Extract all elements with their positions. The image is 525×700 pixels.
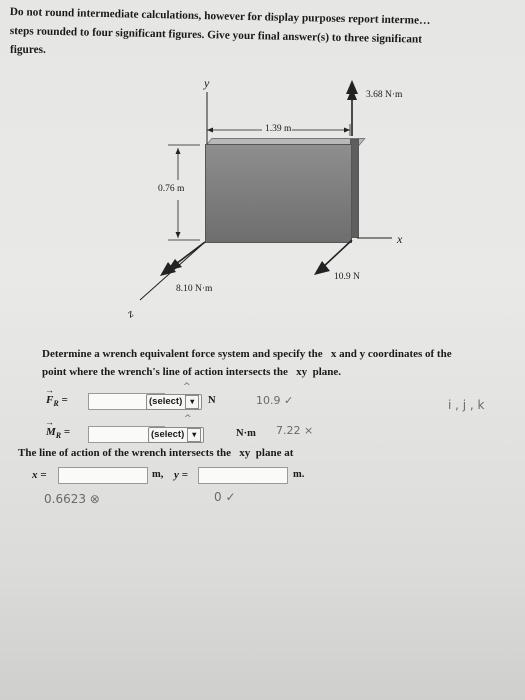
fr-select-label: (select) <box>149 396 183 407</box>
instructions-line-2: steps rounded to four significant figures. Give your final answer(s) to three significant <box>9 24 423 46</box>
chevron-down-icon: ▾ <box>185 395 199 409</box>
force-label: 10.9 N <box>334 272 360 282</box>
caret-mark: ^ <box>184 414 192 424</box>
mr-symbol-letter: → M <box>46 426 56 438</box>
y-axis-label: y <box>204 76 210 90</box>
x-coordinate-input[interactable] <box>58 467 148 484</box>
fr-row <box>18 382 518 414</box>
fr-symbol-letter: → F <box>46 394 53 406</box>
line-of-action-text: The line of action of the wrench intersects the xy plane at <box>18 447 294 459</box>
fr-symbol <box>46 394 68 408</box>
instructions-line-3: figures. <box>10 44 46 56</box>
fr-equals: = <box>61 394 68 406</box>
fr-unit: N <box>208 395 216 406</box>
fr-direction-select[interactable] <box>146 394 202 410</box>
coordinates-row <box>18 466 518 488</box>
width-dimension-label: 1.39 m <box>265 124 292 134</box>
fr-subscript: R <box>53 399 59 409</box>
mr-symbol <box>46 426 70 440</box>
chevron-down-icon: ▾ <box>187 428 201 442</box>
figure-lines <box>0 0 525 340</box>
moment-left-label: 8.10 N·m <box>176 284 213 294</box>
margin-note: i , j , k <box>448 398 485 412</box>
moment-top-label: 3.68 N·m <box>366 90 403 100</box>
fr-handwritten-note: 10.9 ✓ <box>256 394 294 407</box>
x-unit: m, <box>152 469 164 480</box>
instructions-line-1: Do not round intermediate calculations, however for display purposes report interme… <box>9 5 431 27</box>
mr-unit: N·m <box>236 428 256 439</box>
y-coordinate-input[interactable] <box>198 467 288 484</box>
mr-subscript: R <box>55 431 62 441</box>
y-handwritten-note: 0 ✓ <box>214 490 236 504</box>
x-axis-label: x <box>397 232 403 246</box>
z-axis-label: z <box>124 305 136 321</box>
question-text <box>42 345 512 381</box>
question-line-2: point where the wrench's line of action intersects the xy plane. <box>42 366 342 378</box>
height-dimension-label: 0.76 m <box>158 184 185 194</box>
y-coordinate-label: y = <box>174 469 188 481</box>
y-unit: m. <box>293 469 305 480</box>
caret-mark: ^ <box>183 382 191 392</box>
question-line-1: Determine a wrench equivalent force system and specify the x and y coordinates of the <box>42 348 452 360</box>
mr-equals: = <box>63 426 71 438</box>
x-handwritten-note: 0.6623 ⊗ <box>44 492 100 506</box>
figure <box>0 0 525 340</box>
mr-select-label: (select) <box>151 429 185 440</box>
mr-row <box>18 414 518 446</box>
x-coordinate-label: x = <box>32 469 47 481</box>
mr-handwritten-note: 7.22 × <box>276 424 314 437</box>
mr-direction-select[interactable] <box>148 427 204 443</box>
